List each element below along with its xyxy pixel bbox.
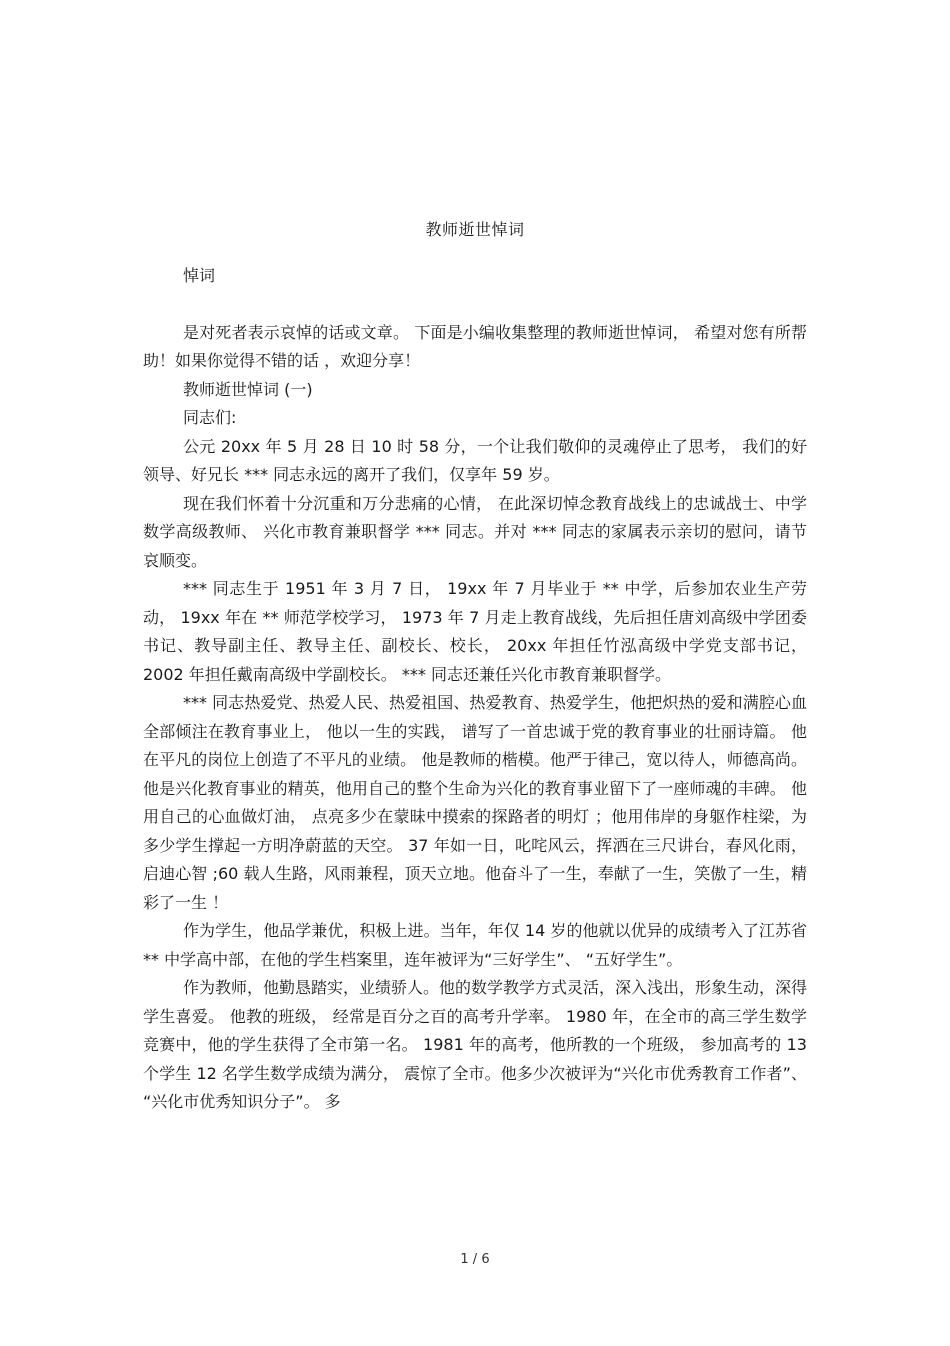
paragraph: 作为学生，他品学兼优，积极上进。当年，年仅 14 岁的他就以优异的成绩考入了江苏省 ** 中学高中部，在他的学生档案里，连年被评为“三好学生”、 “五好学生”。 — [143, 921, 807, 969]
page-number: 1 / 6 — [460, 1252, 490, 1267]
document-body — [143, 262, 807, 1117]
paragraph-heading-eulogy: 悼词 — [183, 266, 216, 285]
paragraph: *** 同志热爱党、热爱人民、热爱祖国、热爱教育、热爱学生，他把炽热的爱和满腔心血全部倾注在教育事业上， 他以一生的实践， 谱写了一首忠诚于党的教育事业的壮丽诗篇。 他在平凡的岗位上创造了不平凡的业绩。 他是教师的楷模。他严于律己，宽以待人，师德高尚。他是兴化教育事业的精英，他用自己的整个生命为兴化的教育事业留下了一座师魂的丰碑。 他用自己的心血做灯油， 点亮多少在蒙昧中摸索的探路者的明灯 ；他用伟岸的身躯作柱梁，为多少学生撑起一方明净蔚蓝的天空。 37 年如一日，叱咤风云，挥洒在三尺讲台，春风化雨，启迪心智 ;60 载人生路，风雨兼程，顶天立地。他奋斗了一生，奉献了一生，笑傲了一生，精彩了一生 ！ — [143, 693, 807, 912]
paragraph-intro: 是对死者表示哀悼的话或文章。 下面是小编收集整理的教师逝世悼词， 希望对您有所帮助！如果你觉得不错的话 ，欢迎分享！ — [143, 322, 807, 370]
paragraph-section-heading: 教师逝世悼词 (一) — [183, 379, 313, 399]
paragraph: 公元 20xx 年 5 月 28 日 10 时 58 分，一个让我们敬仰的灵魂停止了思考， 我们的好领导、好兄长 *** 同志永远的离开了我们，仅享年 59 岁。 — [143, 436, 807, 484]
paragraph-salutation: 同志们: — [183, 408, 237, 427]
paragraph: 作为教师，他勤恳踏实，业绩骄人。他的数学教学方式灵活，深入浅出，形象生动，深得学生喜爱。 他教的班级， 经常是百分之百的高考升学率。 1980 年，在全市的高三学生数学竞赛中，他的学生获得了全市第一名。 1981 年的高考，他所教的一个班级， 参加高考的 13 个学生 12 名学生数学成绩为满分， 震惊了全市。他多少次被评为“兴化市优秀教育工作者”、 “兴化市优秀知识分子”。 多 — [143, 978, 808, 1111]
document-title: 教师逝世悼词 — [425, 220, 525, 239]
paragraph: 现在我们怀着十分沉重和万分悲痛的心情， 在此深切悼念教育战线上的忠诚战士、中学数学高级教师、 兴化市教育兼职督学 *** 同志。并对 *** 同志的家属表示亲切的慰问，请节哀顺变。 — [143, 493, 807, 570]
paragraph: *** 同志生于 1951 年 3 月 7 日， 19xx 年 7 月毕业于 ** 中学，后参加农业生产劳动， 19xx 年在 ** 师范学校学习， 1973 年 7 月走上教育战线，先后担任唐刘高级中学团委书记、教导副主任、教导主任、副校长、校长， 20xx 年担任竹泓高级中学党支部书记， 2002 年担任戴南高级中学副校长。 *** 同志还兼任兴化市教育兼职督学。 — [143, 579, 807, 684]
